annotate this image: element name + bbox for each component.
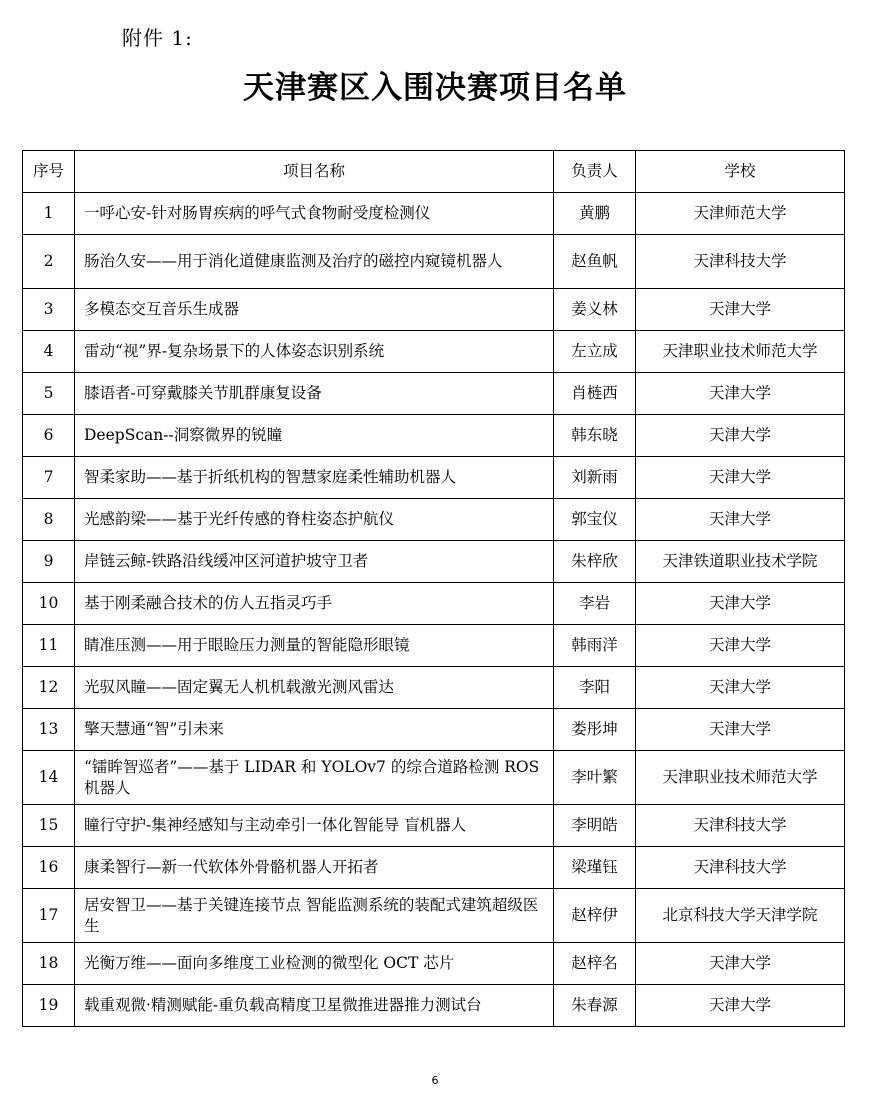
row-leader: 肖梿西: [554, 373, 636, 415]
header-leader: 负责人: [554, 151, 636, 193]
table-row: [23, 847, 845, 889]
table-row: [23, 625, 845, 667]
row-leader: 姜义林: [554, 289, 636, 331]
row-no: 12: [23, 667, 75, 709]
table-row: [23, 985, 845, 1027]
page-title: 天津赛区入围决赛项目名单: [243, 70, 627, 106]
row-project: 擎天慧通“智”引未来: [75, 709, 554, 751]
row-school: 天津大学: [636, 667, 845, 709]
header-project: 项目名称: [75, 151, 554, 193]
row-school: 天津大学: [636, 373, 845, 415]
table-row: [23, 667, 845, 709]
table-row: [23, 541, 845, 583]
row-no: 6: [23, 415, 75, 457]
row-school: 天津大学: [636, 583, 845, 625]
row-no: 11: [23, 625, 75, 667]
row-leader: 黄鹏: [554, 193, 636, 235]
table-row: [23, 331, 845, 373]
row-no: 15: [23, 805, 75, 847]
row-project: 居安智卫——基于关键连接节点 智能监测系统的装配式建筑超级医生: [75, 889, 554, 943]
table-row: [23, 289, 845, 331]
row-no: 19: [23, 985, 75, 1027]
row-project: 雷动“视”界-复杂场景下的人体姿态识别系统: [75, 331, 554, 373]
row-project: 岸链云鲸-铁路沿线缓冲区河道护坡守卫者: [75, 541, 554, 583]
table-row: [23, 709, 845, 751]
row-school: 天津大学: [636, 415, 845, 457]
row-project: 肠治久安——用于消化道健康监测及治疗的磁控内窥镜机器人: [75, 235, 554, 289]
row-project: 多模态交互音乐生成器: [75, 289, 554, 331]
row-leader: 赵梓伊: [554, 889, 636, 943]
row-no: 8: [23, 499, 75, 541]
row-no: 10: [23, 583, 75, 625]
row-project: 康柔智行—新一代软体外骨骼机器人开拓者: [75, 847, 554, 889]
row-school: 天津大学: [636, 625, 845, 667]
row-no: 9: [23, 541, 75, 583]
row-leader: 李叶繁: [554, 751, 636, 805]
row-leader: 李阳: [554, 667, 636, 709]
row-project: 瞳行守护-集神经感知与主动牵引一体化智能导 盲机器人: [75, 805, 554, 847]
table-row: [23, 889, 845, 943]
row-leader: 朱梓欣: [554, 541, 636, 583]
row-leader: 梁瑾钰: [554, 847, 636, 889]
row-no: 14: [23, 751, 75, 805]
row-no: 13: [23, 709, 75, 751]
row-leader: 李明皓: [554, 805, 636, 847]
row-project: 基于刚柔融合技术的仿人五指灵巧手: [75, 583, 554, 625]
row-school: 天津职业技术师范大学: [636, 331, 845, 373]
finalist-table: [22, 150, 845, 1027]
table-row: [23, 373, 845, 415]
row-project: 载重观微·精测赋能-重负载高精度卫星微推进器推力测试台: [75, 985, 554, 1027]
row-leader: 朱春源: [554, 985, 636, 1027]
table-row: [23, 583, 845, 625]
table-row: [23, 943, 845, 985]
row-school: 天津大学: [636, 457, 845, 499]
table-row: [23, 415, 845, 457]
row-no: 18: [23, 943, 75, 985]
row-school: 天津大学: [636, 709, 845, 751]
attachment-label: 附件 1:: [122, 26, 193, 50]
row-leader: 刘新雨: [554, 457, 636, 499]
table-row: [23, 457, 845, 499]
row-school: 天津大学: [636, 985, 845, 1027]
row-project: 光衡万维——面向多维度工业检测的微型化 OCT 芯片: [75, 943, 554, 985]
table-header-row: [23, 151, 845, 193]
row-no: 3: [23, 289, 75, 331]
row-project: 膝语者-可穿戴膝关节肌群康复设备: [75, 373, 554, 415]
page-number: 6: [431, 1074, 439, 1087]
row-project: “镭眸智巡者”——基于 LIDAR 和 YOLOv7 的综合道路检测 ROS 机器人: [75, 751, 554, 805]
row-leader: 左立成: [554, 331, 636, 373]
header-school: 学校: [636, 151, 845, 193]
table-row: [23, 805, 845, 847]
row-school: 天津铁道职业技术学院: [636, 541, 845, 583]
row-leader: 赵梓名: [554, 943, 636, 985]
row-no: 5: [23, 373, 75, 415]
row-no: 17: [23, 889, 75, 943]
row-school: 天津大学: [636, 499, 845, 541]
row-project: 一呼心安-针对肠胃疾病的呼气式食物耐受度检测仪: [75, 193, 554, 235]
row-leader: 赵鱼帆: [554, 235, 636, 289]
row-no: 4: [23, 331, 75, 373]
table-row: [23, 193, 845, 235]
row-school: 北京科技大学天津学院: [636, 889, 845, 943]
row-project: 光驭风瞳——固定翼无人机机载激光测风雷达: [75, 667, 554, 709]
row-no: 1: [23, 193, 75, 235]
row-no: 16: [23, 847, 75, 889]
row-school: 天津科技大学: [636, 235, 845, 289]
row-project: DeepScan--洞察微界的锐瞳: [75, 415, 554, 457]
row-leader: 李岩: [554, 583, 636, 625]
header-no: 序号: [23, 151, 75, 193]
table-row: [23, 235, 845, 289]
row-no: 2: [23, 235, 75, 289]
row-school: 天津大学: [636, 289, 845, 331]
row-project: 光感韵梁——基于光纤传感的脊柱姿态护航仪: [75, 499, 554, 541]
row-leader: 韩东晓: [554, 415, 636, 457]
row-project: 睛准压测——用于眼睑压力测量的智能隐形眼镜: [75, 625, 554, 667]
row-school: 天津科技大学: [636, 805, 845, 847]
row-leader: 韩雨洋: [554, 625, 636, 667]
row-school: 天津职业技术师范大学: [636, 751, 845, 805]
table-row: [23, 499, 845, 541]
row-leader: 娄彤坤: [554, 709, 636, 751]
row-no: 7: [23, 457, 75, 499]
row-leader: 郭宝仪: [554, 499, 636, 541]
row-school: 天津师范大学: [636, 193, 845, 235]
table-row: [23, 751, 845, 805]
row-project: 智柔家助——基于折纸机构的智慧家庭柔性辅助机器人: [75, 457, 554, 499]
row-school: 天津科技大学: [636, 847, 845, 889]
row-school: 天津大学: [636, 943, 845, 985]
